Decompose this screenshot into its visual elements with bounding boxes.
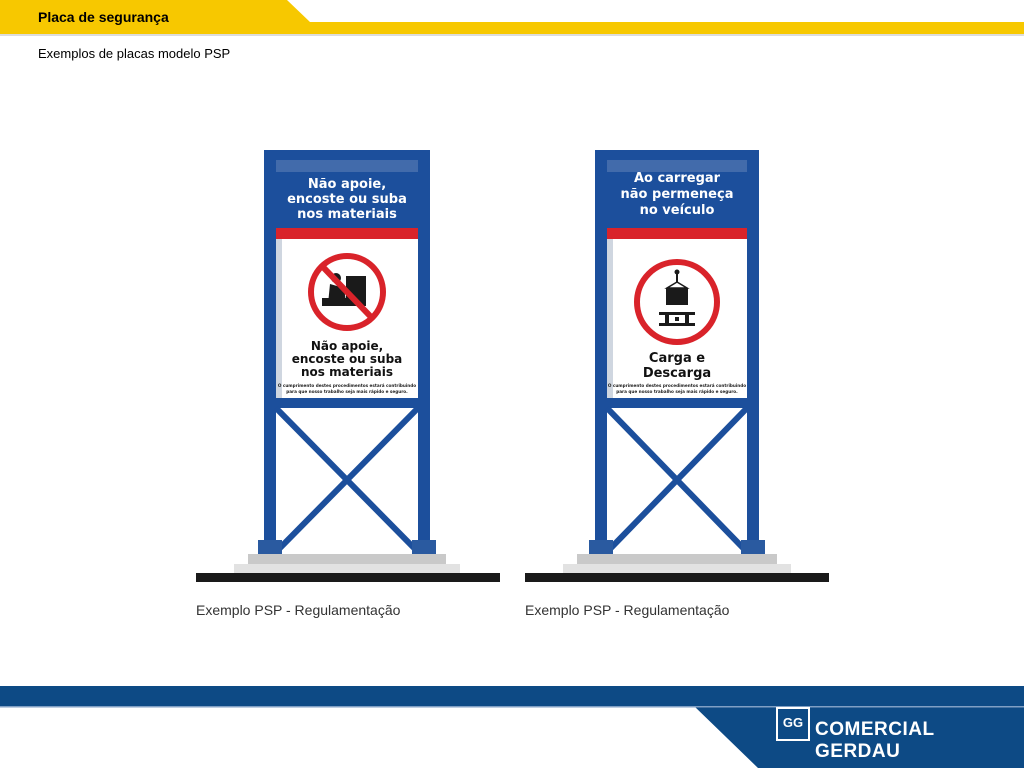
sign-1-body-line-2: encoste ou suba xyxy=(291,352,403,366)
sign-2-fine-print-2: para que nosso trabalho seja mais rápido e seguro. xyxy=(616,389,738,394)
sign-1-top-line-1: Não apoie, xyxy=(307,177,387,192)
sign-2-top-line-1: Ao carregar xyxy=(633,171,721,186)
slide-subtitle: Exemplos de placas modelo PSP xyxy=(38,46,231,61)
sign-1-body-line-1: Não apoie, xyxy=(310,339,384,353)
sign-1-fine-print-2: para que nosso trabalho seja mais rápido e seguro. xyxy=(286,389,408,394)
sign-2-top-line-3: no veículo xyxy=(639,203,715,218)
no-leaning-prohibition-icon xyxy=(311,256,383,328)
sign-2-body-line-1: Carga e xyxy=(648,351,706,366)
sign-2-body-line-2: Descarga xyxy=(642,366,712,381)
sign-1-fine-print-1: O cumprimento destes procedimentos estará contribuindo xyxy=(277,383,417,388)
logo-text: COMERCIAL GERDAU xyxy=(815,719,935,762)
sign-2-fine-print-1: O cumprimento destes procedimentos estará contribuindo xyxy=(607,383,747,388)
sign-illustration-2 xyxy=(525,148,829,586)
sign-1-body-line-3: nos materiais xyxy=(301,365,393,379)
sign-illustration-1 xyxy=(196,148,500,586)
sign-1-caption: Exemplo PSP - Regulamentação xyxy=(196,602,401,618)
sign-2-top-line-2: não permeneça xyxy=(620,187,734,202)
slide-title: Placa de segurança xyxy=(38,9,169,25)
sign-1-top-line-2: encoste ou suba xyxy=(287,192,407,207)
load-unload-icon xyxy=(637,262,717,342)
logo-mark: GG xyxy=(782,715,804,730)
sign-2-caption: Exemplo PSP - Regulamentação xyxy=(525,602,730,618)
sign-1-top-line-3: nos materiais xyxy=(297,207,397,222)
